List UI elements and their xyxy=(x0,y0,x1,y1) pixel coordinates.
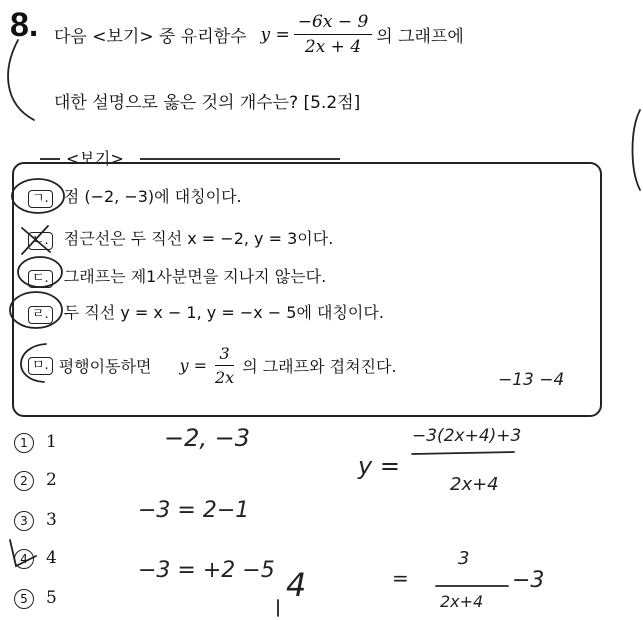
choice-value: 3 xyxy=(46,510,57,530)
pen-circle-item-5 xyxy=(21,344,46,382)
choice-value: 4 xyxy=(46,548,57,568)
box-item-text: 두 직선 y = x − 1, y = −x − 5에 대칭이다. xyxy=(63,303,384,322)
handwriting-h3-den: 2x+4 xyxy=(450,474,499,495)
box-item-text-post: 의 그래프와 겹쳐진다. xyxy=(242,357,397,376)
handwriting-h3: y = xyxy=(358,452,400,480)
box-item-text: 점근선은 두 직선 x = −2, y = 3이다. xyxy=(63,229,334,248)
box-item-marker: ㄴ. xyxy=(28,232,53,250)
question-y-eq: y = xyxy=(260,24,290,45)
pen-fraction-bar-1 xyxy=(412,452,514,454)
handwriting-h6: 4 xyxy=(286,566,307,604)
box-item-fraction-denominator: 2x xyxy=(214,368,235,387)
box-title: <보기> xyxy=(60,146,130,169)
choice-value: 1 xyxy=(46,432,57,452)
box-item-marker: ㄷ. xyxy=(28,270,53,288)
question-line-2: 대한 설명으로 옳은 것의 개수는? [5.2점] xyxy=(54,93,361,113)
pen-circle-item-3 xyxy=(18,257,62,287)
pen-check-choice-4 xyxy=(10,540,36,566)
choice-value: 5 xyxy=(46,588,57,608)
box-item-marker: ㄹ. xyxy=(28,306,53,324)
handwriting-h1: −13 −4 xyxy=(498,370,565,390)
choice-number: 4 xyxy=(14,549,34,569)
choice-value: 2 xyxy=(46,470,57,490)
pen-edge-curve xyxy=(633,110,641,190)
pen-arc-question xyxy=(8,40,34,120)
pen-circle-item-1 xyxy=(12,179,64,213)
handwriting-h3-num: −3(2x+4)+3 xyxy=(412,426,522,446)
box-item-marker: ㅁ. xyxy=(28,357,53,375)
box-item-marker: ㄱ. xyxy=(28,190,53,208)
choice-number: 2 xyxy=(14,471,34,491)
handwriting-h2: −2, −3 xyxy=(164,424,251,452)
question-fraction-denominator: 2x + 4 xyxy=(304,37,362,57)
pen-circle-item-4 xyxy=(10,292,62,328)
handwriting-h7-num: 3 xyxy=(458,548,470,569)
handwriting-h5: −3 = +2 −5 xyxy=(138,558,275,583)
handwriting-h7-den: 2x+4 xyxy=(440,592,484,611)
question-fraction-numerator: −6x − 9 xyxy=(294,12,373,35)
box-item-text: 그래프는 제1사분면을 지나지 않는다. xyxy=(63,267,327,286)
box-item-y-eq: y = xyxy=(179,356,207,375)
choice-number: 3 xyxy=(14,511,34,531)
choice-number: 5 xyxy=(14,589,34,609)
handwriting-h7: = xyxy=(392,566,409,590)
box-item-text-pre: 평행이동하면 xyxy=(58,357,152,376)
box-item-text: 점 (−2, −3)에 대칭이다. xyxy=(63,187,242,206)
question-number: 8. xyxy=(10,6,39,44)
question-text-pre: 다음 <보기> 중 유리함수 xyxy=(54,27,247,47)
box-item-fraction-numerator: 3 xyxy=(215,344,233,366)
choice-number: 1 xyxy=(14,433,34,453)
pen-strike-item-2 xyxy=(22,226,50,254)
handwriting-h7-tail: −3 xyxy=(512,568,545,593)
handwriting-h4: −3 = 2−1 xyxy=(138,498,250,523)
question-text-post: 의 그래프에 xyxy=(376,27,464,47)
